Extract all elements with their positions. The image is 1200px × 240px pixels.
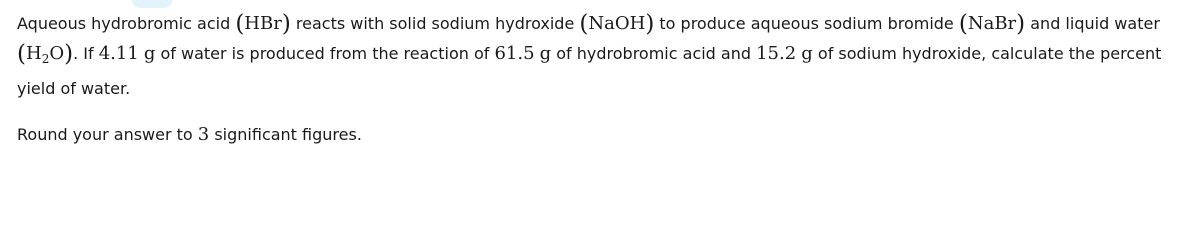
text-segment: of water is produced from the reaction of [155, 44, 495, 63]
open-paren: ( [235, 11, 245, 37]
unit-grams: g [539, 43, 552, 64]
problem-statement [17, 9, 1192, 104]
sig-figs-value: 3 [197, 124, 210, 145]
text-segment: If [78, 44, 99, 63]
formula-water-h: H [25, 43, 42, 64]
text-segment: . [73, 44, 79, 63]
text-segment: to produce aqueous sodium bromide [654, 14, 959, 33]
text-segment: Round your answer to [17, 125, 198, 144]
highlight-decoration [132, 0, 172, 8]
formula-water-subscript: 2 [41, 52, 50, 66]
unit-grams: g [801, 43, 813, 64]
formula-water [26, 43, 64, 64]
text-segment: of hydrobromic acid and [551, 44, 757, 63]
mass-naoh-value: 15.2 [756, 43, 797, 64]
formula-water-o: O [49, 43, 65, 64]
unit-grams: g [143, 43, 156, 64]
mass-hbr-value: 61.5 [494, 43, 535, 64]
close-paren: ) [64, 41, 74, 67]
text-segment: and liquid water [1025, 14, 1160, 33]
open-paren: ( [17, 41, 26, 67]
text-segment: Aqueous hydrobromic acid [17, 14, 236, 33]
formula-nabr: NaBr [967, 13, 1017, 34]
mass-water-value: 4.11 [98, 43, 139, 64]
question-text [17, 9, 1192, 150]
text-segment: of sodium hydroxide, calculate the percent yield of water. [17, 44, 1162, 98]
formula-naoh: NaOH [588, 13, 646, 34]
open-paren: ( [579, 11, 589, 37]
close-paren: ) [645, 11, 655, 37]
rounding-instruction [17, 120, 1192, 150]
text-segment: reacts with solid sodium hydroxide [290, 14, 580, 33]
formula-hbr: HBr [244, 13, 282, 34]
text-segment: significant figures. [209, 125, 362, 144]
close-paren: ) [1016, 11, 1026, 37]
open-paren: ( [958, 11, 968, 37]
close-paren: ) [281, 11, 291, 37]
